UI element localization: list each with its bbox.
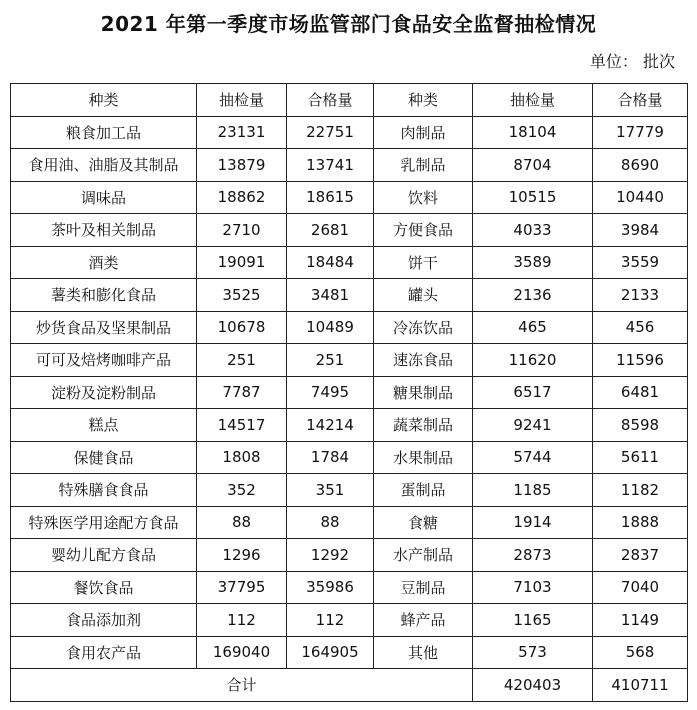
table-row	[11, 506, 688, 539]
cell-inspected-right: 2136	[473, 279, 593, 312]
cell-category-left: 炒货食品及坚果制品	[11, 311, 197, 344]
table-row	[11, 474, 688, 507]
cell-inspected-left: 10678	[197, 311, 287, 344]
cell-inspected-right: 11620	[473, 344, 593, 377]
cell-qualified-right: 7040	[593, 571, 688, 604]
cell-inspected-left: 13879	[197, 149, 287, 182]
table-row	[11, 604, 688, 637]
cell-inspected-left: 112	[197, 604, 287, 637]
cell-inspected-left: 37795	[197, 571, 287, 604]
cell-category-right: 冷冻饮品	[374, 311, 473, 344]
cell-category-right: 糖果制品	[374, 376, 473, 409]
cell-inspected-left: 3525	[197, 279, 287, 312]
cell-qualified-right: 5611	[593, 441, 688, 474]
cell-qualified-left: 351	[287, 474, 374, 507]
cell-inspected-left: 14517	[197, 409, 287, 442]
cell-qualified-right: 11596	[593, 344, 688, 377]
cell-qualified-left: 18484	[287, 246, 374, 279]
table-row	[11, 636, 688, 669]
cell-category-left: 婴幼儿配方食品	[11, 539, 197, 572]
cell-category-left: 食用油、油脂及其制品	[11, 149, 197, 182]
table-row	[11, 344, 688, 377]
cell-qualified-right: 568	[593, 636, 688, 669]
cell-inspected-left: 1808	[197, 441, 287, 474]
table-body	[11, 84, 688, 702]
cell-category-right: 蔬菜制品	[374, 409, 473, 442]
cell-inspected-right: 465	[473, 311, 593, 344]
table-row	[11, 571, 688, 604]
cell-category-right: 方便食品	[374, 214, 473, 247]
cell-qualified-right: 17779	[593, 116, 688, 149]
cell-qualified-right: 1888	[593, 506, 688, 539]
cell-inspected-right: 10515	[473, 181, 593, 214]
cell-qualified-left: 10489	[287, 311, 374, 344]
table-row	[11, 311, 688, 344]
cell-qualified-right: 8598	[593, 409, 688, 442]
cell-inspected-right: 573	[473, 636, 593, 669]
cell-category-left: 餐饮食品	[11, 571, 197, 604]
cell-inspected-right: 4033	[473, 214, 593, 247]
cell-inspected-left: 18862	[197, 181, 287, 214]
cell-inspected-left: 352	[197, 474, 287, 507]
cell-category-right: 速冻食品	[374, 344, 473, 377]
cell-category-left: 调味品	[11, 181, 197, 214]
cell-inspected-left: 23131	[197, 116, 287, 149]
cell-inspected-left: 251	[197, 344, 287, 377]
cell-inspected-right: 7103	[473, 571, 593, 604]
cell-qualified-left: 14214	[287, 409, 374, 442]
cell-category-left: 酒类	[11, 246, 197, 279]
cell-category-left: 特殊膳食食品	[11, 474, 197, 507]
cell-category-left: 食用农产品	[11, 636, 197, 669]
table-header-row	[11, 84, 688, 117]
cell-inspected-right: 1165	[473, 604, 593, 637]
total-qualified: 410711	[593, 669, 688, 702]
cell-inspected-right: 5744	[473, 441, 593, 474]
table-row	[11, 246, 688, 279]
table-row	[11, 279, 688, 312]
cell-inspected-right: 9241	[473, 409, 593, 442]
cell-category-right: 罐头	[374, 279, 473, 312]
cell-qualified-left: 3481	[287, 279, 374, 312]
cell-category-right: 饮料	[374, 181, 473, 214]
cell-qualified-left: 251	[287, 344, 374, 377]
table-row	[11, 181, 688, 214]
total-row	[11, 669, 688, 702]
cell-qualified-right: 456	[593, 311, 688, 344]
cell-category-right: 豆制品	[374, 571, 473, 604]
cell-category-right: 蛋制品	[374, 474, 473, 507]
header-category-right: 种类	[374, 84, 473, 117]
cell-inspected-left: 7787	[197, 376, 287, 409]
cell-qualified-left: 112	[287, 604, 374, 637]
cell-category-left: 保健食品	[11, 441, 197, 474]
cell-inspected-right: 8704	[473, 149, 593, 182]
table-row	[11, 539, 688, 572]
cell-category-right: 食糖	[374, 506, 473, 539]
header-qualified-right: 合格量	[593, 84, 688, 117]
cell-qualified-right: 10440	[593, 181, 688, 214]
header-qualified-left: 合格量	[287, 84, 374, 117]
cell-category-right: 蜂产品	[374, 604, 473, 637]
cell-category-left: 薯类和膨化食品	[11, 279, 197, 312]
cell-category-left: 特殊医学用途配方食品	[11, 506, 197, 539]
cell-category-left: 食品添加剂	[11, 604, 197, 637]
header-inspected-left: 抽检量	[197, 84, 287, 117]
cell-qualified-right: 6481	[593, 376, 688, 409]
cell-inspected-left: 2710	[197, 214, 287, 247]
cell-qualified-right: 1182	[593, 474, 688, 507]
table-row	[11, 116, 688, 149]
page-title: 2021 年第一季度市场监管部门食品安全监督抽检情况	[100, 12, 597, 36]
cell-qualified-right: 3984	[593, 214, 688, 247]
cell-category-right: 水果制品	[374, 441, 473, 474]
header-category-left: 种类	[11, 84, 197, 117]
cell-qualified-left: 35986	[287, 571, 374, 604]
cell-inspected-right: 1185	[473, 474, 593, 507]
cell-category-right: 饼干	[374, 246, 473, 279]
cell-category-left: 淀粉及淀粉制品	[11, 376, 197, 409]
total-inspected: 420403	[473, 669, 593, 702]
cell-inspected-left: 88	[197, 506, 287, 539]
cell-category-right: 水产制品	[374, 539, 473, 572]
cell-category-left: 糕点	[11, 409, 197, 442]
cell-inspected-left: 1296	[197, 539, 287, 572]
cell-category-right: 乳制品	[374, 149, 473, 182]
cell-qualified-right: 8690	[593, 149, 688, 182]
cell-inspected-left: 169040	[197, 636, 287, 669]
cell-qualified-left: 1292	[287, 539, 374, 572]
cell-qualified-right: 2837	[593, 539, 688, 572]
cell-qualified-right: 1149	[593, 604, 688, 637]
total-label: 合计	[11, 669, 473, 702]
table-row	[11, 441, 688, 474]
header-inspected-right: 抽检量	[473, 84, 593, 117]
cell-category-left: 粮食加工品	[11, 116, 197, 149]
cell-qualified-left: 1784	[287, 441, 374, 474]
cell-qualified-right: 2133	[593, 279, 688, 312]
table-row	[11, 409, 688, 442]
cell-category-right: 肉制品	[374, 116, 473, 149]
table-row	[11, 214, 688, 247]
cell-category-left: 可可及焙烤咖啡产品	[11, 344, 197, 377]
inspection-table	[10, 83, 688, 702]
unit-label: 单位： 批次	[589, 52, 675, 71]
cell-qualified-left: 13741	[287, 149, 374, 182]
cell-qualified-right: 3559	[593, 246, 688, 279]
cell-inspected-left: 19091	[197, 246, 287, 279]
cell-qualified-left: 7495	[287, 376, 374, 409]
cell-inspected-right: 18104	[473, 116, 593, 149]
cell-qualified-left: 164905	[287, 636, 374, 669]
cell-qualified-left: 2681	[287, 214, 374, 247]
cell-category-right: 其他	[374, 636, 473, 669]
cell-inspected-right: 6517	[473, 376, 593, 409]
cell-inspected-right: 1914	[473, 506, 593, 539]
table-row	[11, 376, 688, 409]
cell-inspected-right: 2873	[473, 539, 593, 572]
table-row	[11, 149, 688, 182]
cell-inspected-right: 3589	[473, 246, 593, 279]
cell-qualified-left: 22751	[287, 116, 374, 149]
cell-category-left: 茶叶及相关制品	[11, 214, 197, 247]
cell-qualified-left: 88	[287, 506, 374, 539]
cell-qualified-left: 18615	[287, 181, 374, 214]
